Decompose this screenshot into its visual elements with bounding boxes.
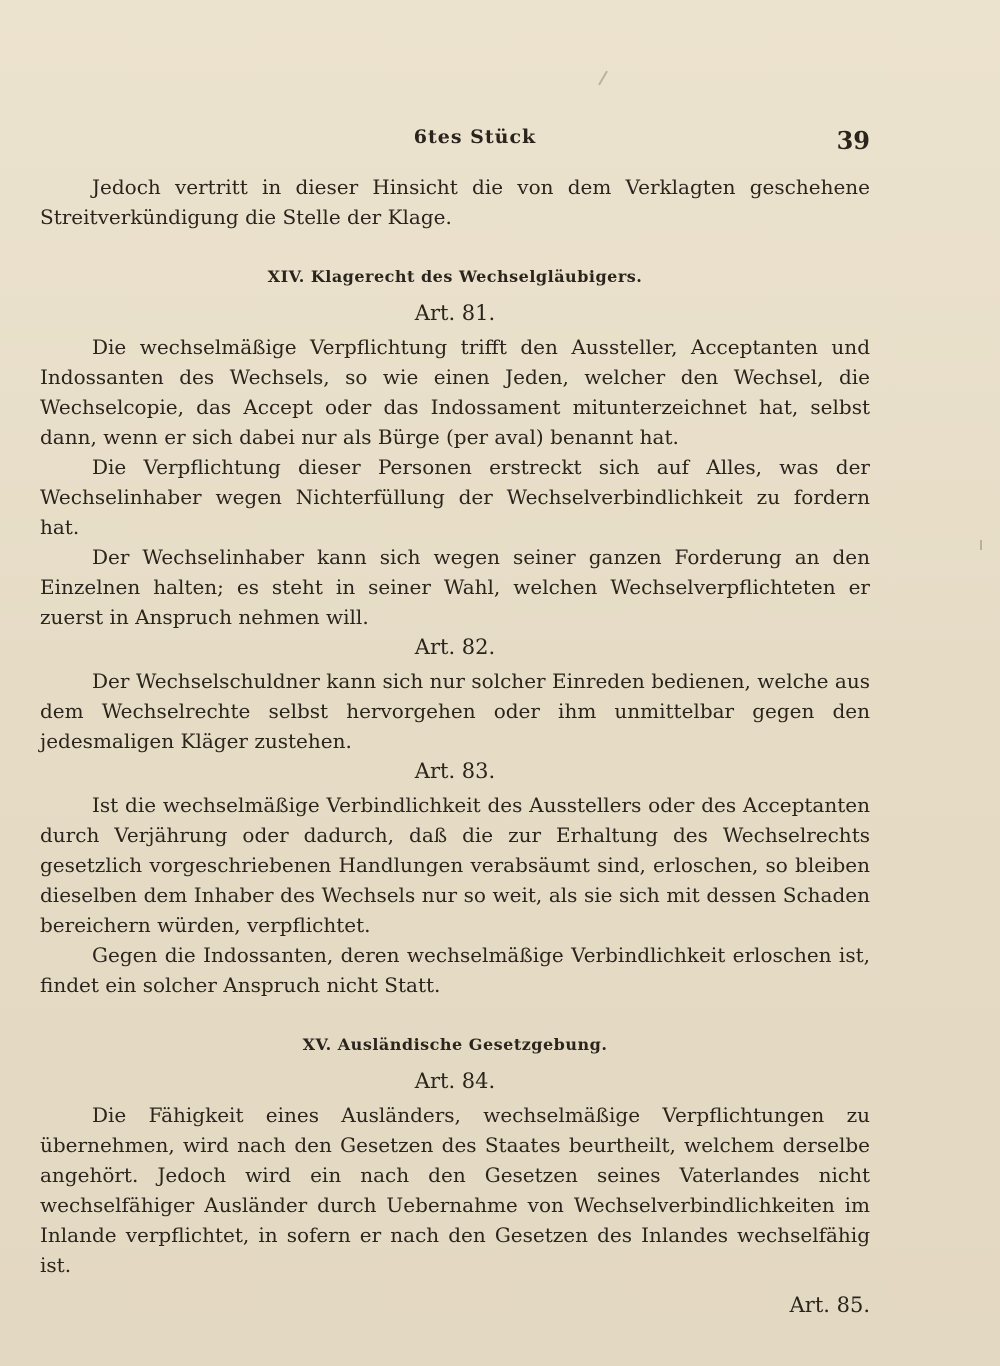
section-title: XV. Ausländische Gesetzgebung. — [302, 1035, 608, 1054]
article-heading: Art. 83. — [414, 759, 496, 783]
catchword: Art. 85. — [789, 1293, 870, 1317]
article-heading: Art. 82. — [414, 635, 496, 659]
article-heading: Art. 84. — [414, 1069, 496, 1093]
article-paragraph: Der Wechselschuldner kann sich nur solcher Einreden bedienen, welche aus dem Wechselrechte selbst hervorgehen oder ihm unmittelbar gegen den jedesmaligen Kläger zustehen. — [40, 669, 870, 753]
article-paragraph: Die Verpflichtung dieser Personen erstreckt sich auf Alles, was der Wechselinhaber wegen Nichterfüllung der Wechselverbindlichkeit zu fordern hat. — [40, 455, 870, 539]
paper-speck — [980, 540, 982, 550]
page-number: 39 — [836, 126, 870, 155]
article-paragraph: Ist die wechselmäßige Verbindlichkeit des Ausstellers oder des Acceptanten durch Verjährung oder dadurch, daß die zur Erhaltung des Wechselrechts gesetzlich vorgeschriebenen Handlungen verabsäumt sind, erloschen, so bleiben dieselben dem Inhaber des Wechsels nur so weit, als sie sich mit dessen Schaden bereichern würden, verpflichtet. — [40, 793, 870, 937]
intro-paragraph: Jedoch vertritt in dieser Hinsicht die von dem Verklagten geschehene Streitverkündigung die Stelle der Klage. — [40, 175, 870, 229]
section-title: XIV. Klagerecht des Wechselgläubigers. — [267, 267, 643, 286]
article-paragraph: Der Wechselinhaber kann sich wegen seiner ganzen Forderung an den Einzelnen halten; es steht in seiner Wahl, welchen Wechselverpflichteten er zuerst in Anspruch nehmen will. — [40, 545, 870, 629]
page-body — [40, 172, 870, 1320]
article-paragraph: Die wechselmäßige Verpflichtung trifft den Aussteller, Acceptanten und Indossanten des Wechsels, so wie einen Jeden, welcher den Wechsel, die Wechselcopie, das Accept oder das Indossament mitunterzeichnet hat, selbst dann, wenn er sich dabei nur als Bürge (per aval) benannt hat. — [40, 335, 870, 449]
page-header — [40, 126, 870, 162]
article-heading: Art. 81. — [414, 301, 496, 325]
article-paragraph: Gegen die Indossanten, deren wechselmäßige Verbindlichkeit erloschen ist, findet ein solcher Anspruch nicht Statt. — [40, 943, 870, 997]
article-paragraph: Die Fähigkeit eines Ausländers, wechselmäßige Verpflichtungen zu übernehmen, wird nach den Gesetzen des Staates beurtheilt, welchem derselbe angehört. Jedoch wird ein nach den Gesetzen seines Vaterlandes nicht wechselfähiger Ausländer durch Uebernahme von Wechselverbindlichkeiten im Inlande verpflichtet, in sofern er nach den Gesetzen des Inlandes wechselfähig ist. — [40, 1103, 870, 1277]
running-head: 6tes Stück — [413, 126, 537, 148]
paper-speck — [598, 71, 608, 86]
